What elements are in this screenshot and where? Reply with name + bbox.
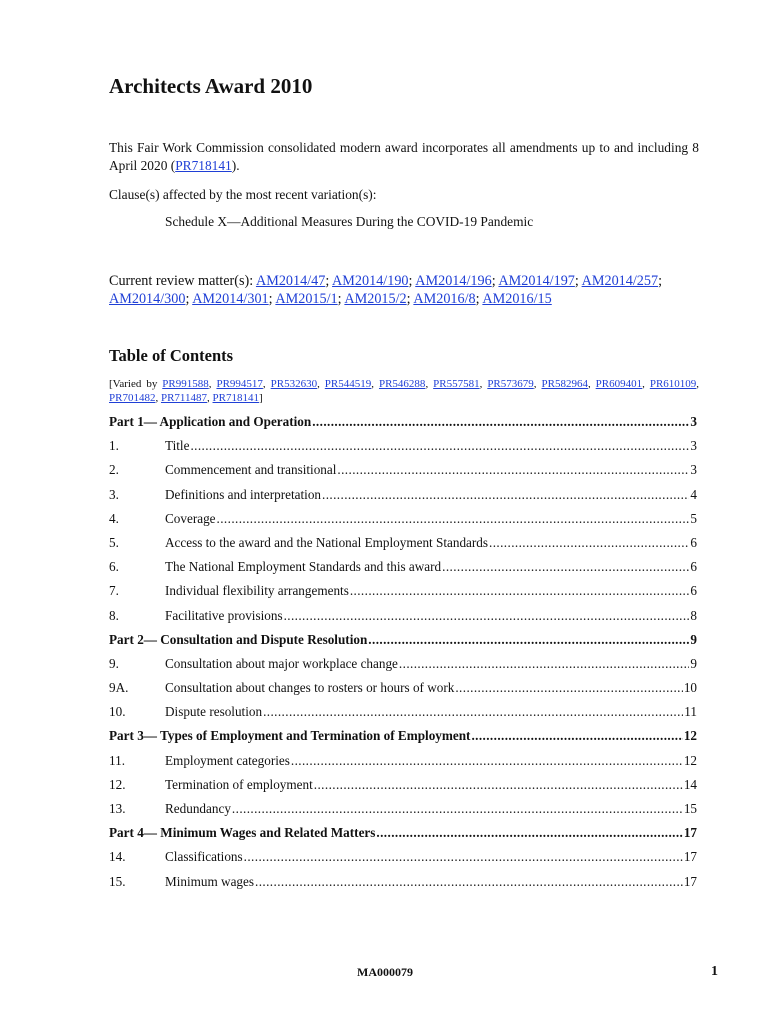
toc-clause-number: 7. bbox=[109, 583, 119, 599]
varied-by-link[interactable]: PR557581 bbox=[433, 378, 480, 390]
toc-entry-label: Part 1— Application and Operation bbox=[109, 414, 312, 429]
toc-clause-entry[interactable] bbox=[109, 680, 697, 704]
toc-page-number: 9 bbox=[690, 631, 697, 647]
varied-by-link[interactable]: PR701482 bbox=[109, 392, 156, 404]
toc-dot-leader bbox=[350, 583, 690, 599]
toc-part-entry[interactable] bbox=[109, 728, 697, 752]
toc-clause-number: 9. bbox=[109, 655, 119, 671]
toc-dot-leader bbox=[471, 728, 682, 744]
toc-clause-entry[interactable] bbox=[109, 608, 697, 632]
toc-page-number: 17 bbox=[683, 825, 697, 841]
toc-entry-label: The National Employment Standards and this award bbox=[165, 559, 442, 575]
review-matters-label: Current review matter(s): bbox=[109, 273, 256, 289]
schedule-x-text: Schedule X—Additional Measures During the COVID-19 Pandemic bbox=[165, 214, 534, 229]
toc-clause-entry[interactable] bbox=[109, 777, 697, 801]
page-number: 1 bbox=[711, 964, 718, 979]
toc-dot-leader bbox=[399, 656, 689, 672]
toc-clause-number: 14. bbox=[109, 849, 126, 865]
toc-clause-entry[interactable] bbox=[109, 487, 697, 511]
review-matter-link[interactable]: AM2014/47 bbox=[255, 273, 326, 289]
toc-entry-label: Classifications bbox=[165, 849, 243, 865]
toc-page-number: 12 bbox=[683, 752, 697, 768]
toc-page-number: 17 bbox=[683, 873, 697, 889]
toc-clause-entry[interactable] bbox=[109, 462, 697, 486]
intro-variation-link[interactable]: PR718141 bbox=[175, 158, 232, 173]
toc-clause-entry[interactable] bbox=[109, 559, 697, 583]
toc-clause-entry[interactable] bbox=[109, 849, 697, 873]
toc-part-entry[interactable] bbox=[109, 632, 697, 656]
toc-clause-number: 12. bbox=[109, 776, 126, 792]
review-matter-link[interactable]: AM2014/301 bbox=[192, 291, 269, 307]
toc-entry-label: Consultation about major workplace change bbox=[165, 655, 398, 671]
varied-by-link[interactable]: PR546288 bbox=[378, 378, 426, 390]
toc-entry-label: Redundancy bbox=[165, 801, 231, 816]
toc-page-number: 3 bbox=[690, 462, 697, 478]
toc-clause-number: 11. bbox=[109, 752, 125, 768]
review-matter-link[interactable]: AM2014/257 bbox=[581, 273, 659, 289]
review-matter-link[interactable]: AM2015/2 bbox=[344, 291, 407, 307]
toc-dot-leader bbox=[312, 414, 689, 430]
toc-page-number: 6 bbox=[690, 583, 697, 599]
clauses-affected-label: Clause(s) affected by the most recent variation(s): bbox=[109, 187, 377, 202]
toc-page-number: 9 bbox=[690, 655, 697, 671]
toc-page-number: 6 bbox=[690, 559, 697, 575]
toc-page-number: 11 bbox=[684, 704, 697, 720]
toc-entry-label: Part 3— Types of Employment and Termination of Employment bbox=[109, 728, 471, 744]
varied-by-link[interactable]: PR610109 bbox=[649, 378, 697, 390]
toc-dot-leader bbox=[337, 462, 689, 478]
toc-clause-number: 13. bbox=[109, 801, 126, 816]
toc-page-number: 15 bbox=[683, 801, 697, 816]
toc-dot-leader bbox=[217, 511, 690, 527]
toc-entry-label: Access to the award and the National Employment Standards bbox=[165, 534, 489, 550]
varied-by-note: [Varied by PR991588, PR994517, PR532630, PR544519, PR546288, PR557581, PR573679, PR582964, PR609401, PR610109, PR701482, PR711487, PR718141] bbox=[109, 378, 700, 404]
document-title: Architects Award 2010 bbox=[109, 74, 313, 98]
toc-page-number: 14 bbox=[683, 776, 697, 792]
toc-page-number: 17 bbox=[683, 849, 697, 865]
varied-by-link[interactable]: PR718141 bbox=[212, 392, 259, 404]
toc-dot-leader bbox=[322, 487, 689, 503]
toc-entry-label: Minimum wages bbox=[165, 873, 255, 889]
table-of-contents bbox=[109, 414, 697, 898]
toc-part-entry[interactable] bbox=[109, 414, 697, 438]
toc-clause-entry[interactable] bbox=[109, 583, 697, 607]
review-matters-paragraph: Current review matter(s): AM2014/47; AM2014/190; AM2014/196; AM2014/197; AM2014/257; AM2014/300; AM2014/301; AM2015/1; AM2015/2; AM2016/8; AM2016/15 bbox=[109, 273, 663, 307]
toc-entry-label: Facilitative provisions bbox=[165, 607, 283, 623]
toc-dot-leader bbox=[455, 680, 682, 696]
toc-dot-leader bbox=[255, 874, 683, 890]
toc-dot-leader bbox=[368, 632, 689, 648]
toc-clause-number: 2. bbox=[109, 462, 119, 478]
review-matter-link[interactable]: AM2014/190 bbox=[332, 273, 409, 289]
review-matter-link[interactable]: AM2014/300 bbox=[109, 291, 186, 307]
toc-clause-entry[interactable] bbox=[109, 535, 697, 559]
toc-entry-label: Dispute resolution bbox=[165, 704, 263, 720]
toc-page-number: 10 bbox=[683, 680, 697, 696]
toc-page-number: 6 bbox=[690, 534, 697, 550]
intro-suffix: ). bbox=[231, 158, 240, 173]
toc-dot-leader bbox=[190, 438, 689, 454]
toc-dot-leader bbox=[489, 535, 689, 551]
toc-entry-label: Employment categories bbox=[165, 752, 290, 768]
toc-dot-leader bbox=[314, 777, 683, 793]
toc-page-number: 3 bbox=[690, 414, 697, 429]
toc-entry-label: Part 2— Consultation and Dispute Resolution bbox=[109, 631, 368, 647]
toc-clause-number: 15. bbox=[109, 873, 126, 889]
toc-heading: Table of Contents bbox=[109, 346, 234, 365]
toc-entry-label: Part 4— Minimum Wages and Related Matters bbox=[109, 825, 376, 841]
toc-clause-entry[interactable] bbox=[109, 511, 697, 535]
toc-clause-number: 9A. bbox=[109, 680, 129, 696]
toc-page-number: 8 bbox=[690, 607, 697, 623]
toc-page-number: 3 bbox=[690, 438, 697, 454]
toc-entry-label: Coverage bbox=[165, 510, 216, 526]
review-matter-link[interactable]: AM2014/197 bbox=[498, 273, 575, 289]
toc-clause-number: 6. bbox=[109, 559, 119, 575]
toc-entry-label: Commencement and transitional bbox=[165, 462, 337, 478]
toc-dot-leader bbox=[263, 704, 683, 720]
toc-entry-label: Title bbox=[165, 438, 190, 454]
toc-entry-label: Definitions and interpretation bbox=[165, 486, 322, 502]
toc-clause-entry[interactable] bbox=[109, 874, 697, 898]
toc-dot-leader bbox=[291, 753, 683, 769]
varied-by-link[interactable]: PR991588 bbox=[162, 378, 209, 390]
toc-clause-entry[interactable] bbox=[109, 438, 697, 462]
review-matter-link[interactable]: AM2016/8 bbox=[413, 291, 476, 307]
toc-clause-entry[interactable] bbox=[109, 753, 697, 777]
review-matter-link[interactable]: AM2014/196 bbox=[415, 273, 492, 289]
toc-clause-entry[interactable] bbox=[109, 704, 697, 728]
varied-by-link[interactable]: PR573679 bbox=[487, 378, 534, 390]
toc-entry-label: Consultation about changes to rosters or hours of work bbox=[165, 680, 455, 696]
varied-by-close: ] bbox=[258, 392, 263, 404]
toc-entry-label: Individual flexibility arrangements bbox=[165, 583, 349, 599]
toc-clause-number: 4. bbox=[109, 510, 119, 526]
toc-part-entry[interactable] bbox=[109, 825, 697, 849]
toc-clause-number: 5. bbox=[109, 534, 119, 550]
varied-by-link[interactable]: PR609401 bbox=[595, 378, 643, 390]
varied-by-link[interactable]: PR582964 bbox=[541, 378, 588, 390]
varied-by-link[interactable]: PR544519 bbox=[324, 378, 372, 390]
toc-clause-number: 1. bbox=[109, 438, 119, 454]
toc-clause-entry[interactable] bbox=[109, 656, 697, 680]
toc-dot-leader bbox=[442, 559, 689, 575]
toc-dot-leader bbox=[376, 825, 682, 841]
intro-paragraph bbox=[109, 139, 699, 175]
toc-clause-number: 3. bbox=[109, 486, 119, 502]
varied-by-label: [Varied by bbox=[109, 378, 163, 390]
review-matter-link[interactable]: AM2016/15 bbox=[482, 291, 552, 307]
toc-clause-number: 8. bbox=[109, 607, 119, 623]
toc-clause-entry[interactable] bbox=[109, 801, 697, 825]
intro-text: This Fair Work Commission consolidated modern award incorporates all amendments up to and including 8 April 2020 ( bbox=[109, 140, 699, 173]
toc-page-number: 5 bbox=[690, 510, 697, 526]
toc-dot-leader bbox=[244, 849, 683, 865]
toc-page-number: 4 bbox=[690, 486, 697, 502]
toc-entry-label: Termination of employment bbox=[165, 776, 313, 792]
toc-dot-leader bbox=[232, 801, 683, 817]
toc-clause-number: 10. bbox=[109, 704, 126, 720]
varied-by-link[interactable]: PR711487 bbox=[160, 392, 208, 404]
varied-by-link[interactable]: PR994517 bbox=[216, 378, 263, 390]
toc-dot-leader bbox=[284, 608, 690, 624]
toc-page-number: 12 bbox=[683, 728, 697, 744]
review-matter-link[interactable]: AM2015/1 bbox=[275, 291, 338, 307]
varied-by-link[interactable]: PR532630 bbox=[270, 378, 318, 390]
award-code: MA000079 bbox=[357, 965, 413, 979]
